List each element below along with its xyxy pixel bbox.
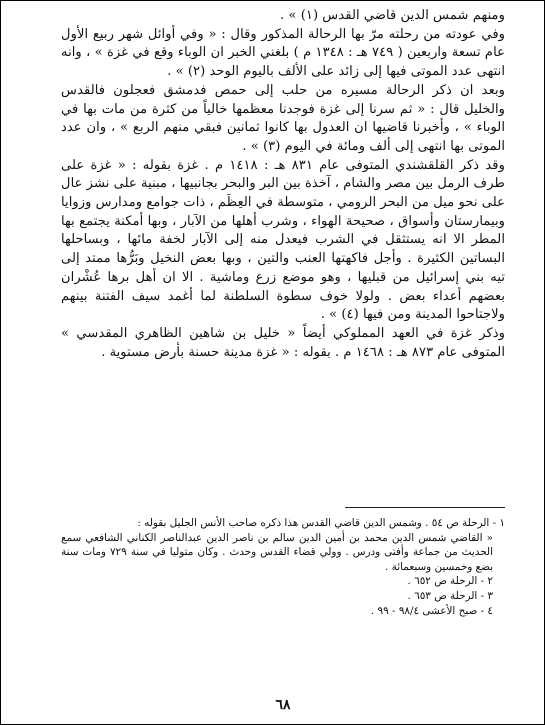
footnote-quote: « القاضي شمس الدين محمد بن أمين الدين سالم بن ناصر الدين عبدالناصر الكناني الشافعي سمع الحديث من جماعة وأفتى ودرس . وولي قضاء القدس وحدث . وكان متوليا في سنة ٧٢٩ ومات سنة بضع وخمسين وسبعمائة . xyxy=(61,531,493,573)
paragraph: ومنهم شمس الدين قاضي القدس (١) » . xyxy=(280,8,505,23)
book-page xyxy=(61,7,505,722)
footnote: ٣ - الرحلة ص ٦٥٣ . xyxy=(407,589,493,602)
footnotes xyxy=(61,516,505,618)
footnote: ٢ - الرحلة ص ٦٥٢ . xyxy=(407,575,493,588)
footnote-divider xyxy=(345,507,505,508)
paragraph: وبعد ان ذكر الرحالة مسيره من حلب إلى حمص فدمشق فعجلون فالقدس والخليل قال : « ثم سرنا إلى غزة فوجدنا معظمها خالياً من كثرة من مات بها في الوباء » ، وأخبرنا قاضيها ان العدول بها كانوا ثمانين فبقي منهم الربع » ، وان عدد الموتى بها انتهى إلى ألف ومائة في اليوم (٣) » . xyxy=(61,82,505,154)
footnote: ١ - الرحلة ص ٥٤ . وشمس الدين قاضي القدس هذا ذكره صاحب الأنس الجليل بقوله : xyxy=(137,517,505,529)
paragraph: وقد ذكر القلقشندي المتوفى عام ٨٣١ هـ : ١٤١٨ م . غزة بقوله : « غزة على طرف الرمل بين مصر والشام ، آخذة بين البر والبحر بجانبيها ، مبنية على نشز عال على نحو ميل من البحر الرومي ، متوسطة في العِظَم ، ذات جوامع ومدارس وزوايا وبيمارستان وأسواق ، صحيحة الهواء ، وشرب أهلها من الآبار ، وبها أمكنة يجتمع بها المطر الا انه يستثقل في الشرب فيعدل منه إلى الآبار لخفة مائها ، وبساحلها البساتين الكثيرة . وأجل فاكهتها العنب والتين ، وبها بعض النخيل وبَرُّها ممتد إلى تيه بني إسرائيل من قبليها ، وهو موضع زرع وماشية . الا ان أهل برها عُشْران بعضهم أعداء بعض . ولولا خوف سطوة السلطنة لما أغمد سيف الفتنة بينهم ولاجتاحوا المدينة ومن فيها (٤) » . xyxy=(61,157,505,323)
page-number: ٦٨ xyxy=(275,697,291,713)
footnote: ٤ - صبح الأعشى ٩٨/٤ - ٩٩ . xyxy=(370,604,493,617)
paragraph: وفي عودته من رحلته مرّ بها الرحالة المذكور وقال : « وفي أوائل شهر ربيع الأول عام تسعة واربعين ( ٧٤٩ هـ : ١٣٤٨ م ) بلغني الخبر ان الوباء وقع في غزة » ، وانه انتهى عدد الموتى فيها إلى زائد على الألف باليوم الوحد (٢) » . xyxy=(61,26,505,80)
main-text xyxy=(61,7,505,362)
paragraph: وذكر غزة في العهد المملوكي أيضاً « خليل بن شاهين الظاهري المقدسي » المتوفى عام ٨٧٣ هـ : ١٤٦٨ م . بقوله : « غزة مدينة حسنة بأرض مستوية . xyxy=(61,325,505,360)
